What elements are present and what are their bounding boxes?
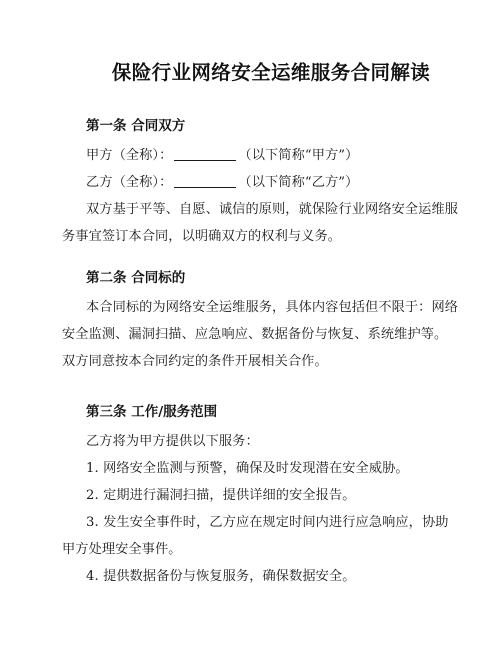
list-item: 4. 提供数据备份与恢复服务，确保数据安全。 xyxy=(86,569,356,584)
section-subject xyxy=(62,268,460,375)
party-a-blank xyxy=(174,147,236,161)
section-paragraph: 本合同标的为网络安全运维服务，具体内容包括但不限于：网络安全监测、漏洞扫描、应急响应、数据备份与恢复、系统维护等。双方同意按本合同约定的条件开展相关合作。 xyxy=(62,300,459,369)
list-item: 2. 定期进行漏洞扫描，提供详细的安全报告。 xyxy=(86,488,356,503)
party-a-prefix: 甲方（全称）： xyxy=(86,148,173,163)
document-title: 保险行业网络安全运维服务合同解读 xyxy=(111,61,431,84)
party-b-blank xyxy=(174,174,236,188)
party-a-line xyxy=(62,142,460,169)
section-heading: 第一条 合同双方 xyxy=(86,118,186,134)
list-item: 1. 网络安全监测与预警，确保及时发现潜在安全威胁。 xyxy=(86,461,409,476)
section-intro: 乙方将为甲方提供以下服务： xyxy=(86,434,259,449)
section-scope xyxy=(62,402,460,590)
section-heading: 第二条 合同标的 xyxy=(86,270,186,286)
section-heading: 第三条 工作/服务范围 xyxy=(86,404,218,420)
party-b-prefix: 乙方（全称）： xyxy=(86,175,173,190)
section-parties xyxy=(62,116,460,250)
list-item: 3. 发生安全事件时，乙方应在规定时间内进行应急响应，协助甲方处理安全事件。 xyxy=(62,515,449,557)
party-b-suffix: （以下简称“乙方”） xyxy=(238,175,359,190)
party-b-line xyxy=(62,169,460,196)
party-a-suffix: （以下简称“甲方”） xyxy=(238,148,359,163)
section-paragraph: 双方基于平等、自愿、诚信的原则，就保险行业网络安全运维服务事宜签订本合同，以明确双方的权利与义务。 xyxy=(62,202,459,244)
